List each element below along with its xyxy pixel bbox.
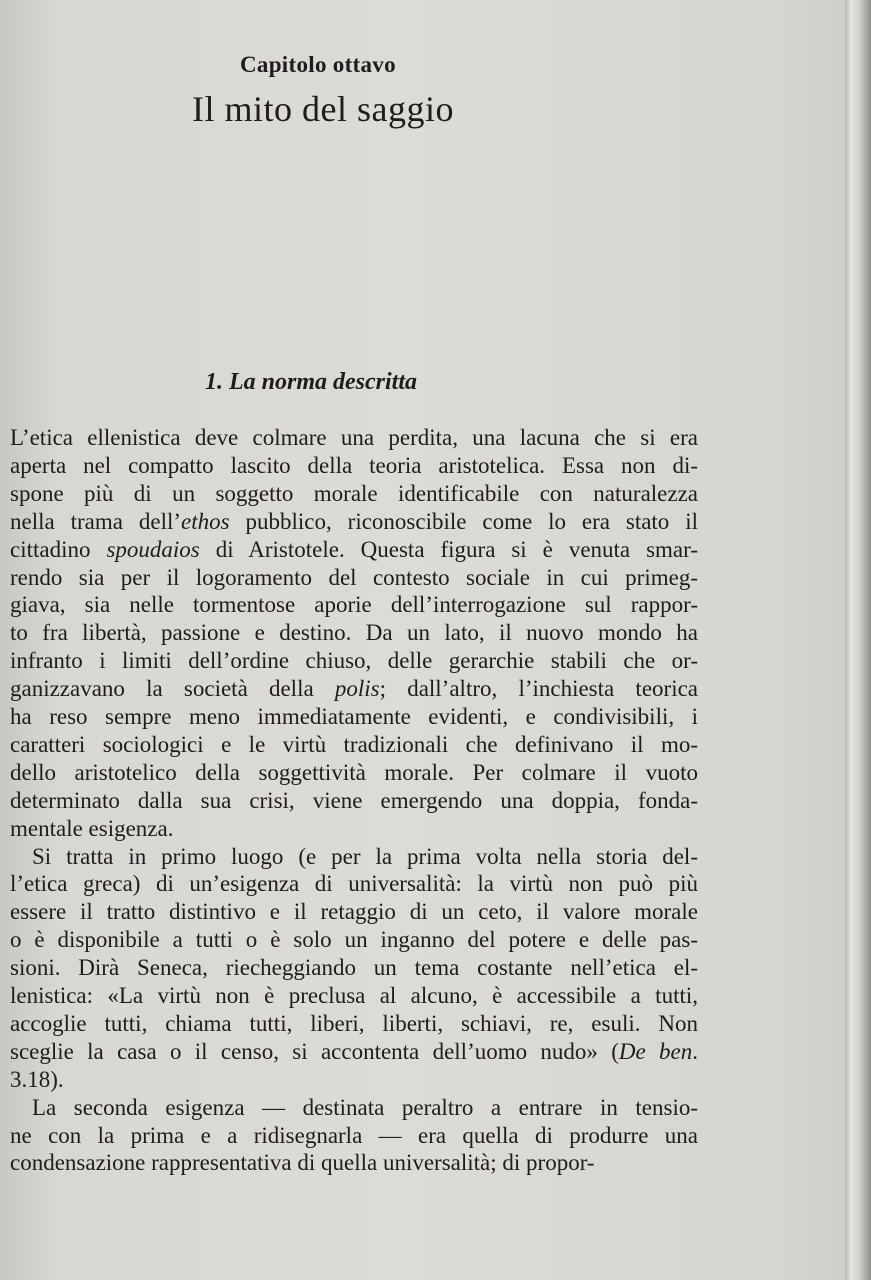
text-segment: o è disponibile a tutti o è solo un inganno del potere e delle pas- bbox=[10, 927, 698, 953]
text-line bbox=[10, 1038, 698, 1066]
text-line bbox=[10, 508, 698, 536]
text-line bbox=[10, 536, 698, 564]
text-line bbox=[10, 647, 698, 675]
italic-term: polis bbox=[334, 676, 380, 702]
text-line bbox=[10, 787, 698, 815]
text-line bbox=[10, 954, 698, 982]
text-line bbox=[10, 759, 698, 787]
text-line bbox=[10, 1094, 698, 1122]
text-line bbox=[10, 619, 698, 647]
text-segment: ne con la prima e a ridisegnarla — era quella di produrre una bbox=[10, 1122, 698, 1148]
text-segment: determinato dalla sua crisi, viene emergendo una doppia, fonda- bbox=[10, 787, 698, 813]
text-segment: L’etica ellenistica deve colmare una perdita, una lacuna che si era bbox=[10, 425, 698, 450]
italic-term: De ben bbox=[618, 1038, 693, 1064]
text-segment: giava, sia nelle tormentose aporie dell’interrogazione sul rappor- bbox=[10, 592, 698, 618]
text-segment: condensazione rappresentativa di quella universalità; di propor- bbox=[10, 1150, 595, 1176]
text-segment: 3.18). bbox=[10, 1066, 64, 1092]
text-segment: caratteri sociologici e le virtù tradizionali che definivano il mo- bbox=[10, 731, 698, 757]
book-page-edge bbox=[845, 0, 871, 1280]
text-segment: cittadino bbox=[10, 536, 107, 562]
text-line bbox=[10, 591, 698, 619]
text-segment: spone più di un soggetto morale identificabile con naturalezza bbox=[10, 480, 698, 506]
text-segment: mentale esigenza. bbox=[10, 815, 174, 841]
text-segment: infranto i limiti dell’ordine chiuso, delle gerarchie stabili che or- bbox=[10, 648, 698, 674]
text-segment: to fra libertà, passione e destino. Da un lato, il nuovo mondo ha bbox=[10, 620, 698, 646]
text-segment: di Aristotele. Questa figura si è venuta smar- bbox=[199, 536, 698, 562]
text-line bbox=[10, 1010, 698, 1038]
text-segment: sioni. Dirà Seneca, riecheggiando un tema costante nell’etica el- bbox=[10, 955, 698, 981]
text-segment: ; dall’altro, l’inchiesta teorica bbox=[379, 676, 698, 702]
text-segment: La seconda esigenza — destinata peraltro a entrare in tensio- bbox=[32, 1094, 698, 1120]
text-line bbox=[10, 870, 698, 898]
text-segment: . bbox=[692, 1038, 698, 1064]
text-segment: essere il tratto distintivo e il retaggio di un ceto, il valore morale bbox=[10, 899, 698, 925]
text-segment: sceglie la casa o il censo, si accontenta dell’uomo nudo» ( bbox=[10, 1038, 619, 1064]
text-segment: ganizzavano la società della bbox=[10, 676, 335, 702]
text-segment: aperta nel compatto lascito della teoria aristotelica. Essa non di- bbox=[10, 452, 698, 478]
text-segment: accoglie tutti, chiama tutti, liberi, liberti, schiavi, re, esuli. Non bbox=[10, 1010, 698, 1036]
italic-term: spoudaios bbox=[106, 536, 200, 562]
text-line bbox=[10, 1149, 698, 1177]
text-line bbox=[10, 480, 698, 508]
text-segment: lenistica: «La virtù non è preclusa al alcuno, è accessibile a tutti, bbox=[10, 983, 698, 1008]
text-line bbox=[10, 703, 698, 731]
text-line bbox=[10, 926, 698, 954]
text-segment: nella trama dell’ bbox=[10, 508, 182, 534]
chapter-title: Il mito del saggio bbox=[192, 89, 454, 129]
text-line bbox=[10, 1122, 698, 1150]
text-line bbox=[10, 564, 698, 592]
text-segment: pubblico, riconoscibile come lo era stato il bbox=[229, 508, 699, 534]
section-heading: 1. La norma descritta bbox=[205, 369, 418, 395]
text-line bbox=[10, 452, 698, 480]
text-line bbox=[10, 815, 698, 843]
text-line bbox=[10, 982, 698, 1010]
text-segment: rendo sia per il logoramento del contesto sociale in cui primeg- bbox=[10, 564, 698, 590]
text-line bbox=[10, 675, 698, 703]
text-segment: dello aristotelico della soggettività morale. Per colmare il vuoto bbox=[10, 759, 698, 785]
text-line bbox=[10, 1066, 698, 1094]
text-line bbox=[10, 843, 698, 871]
text-line bbox=[10, 731, 698, 759]
text-line bbox=[10, 424, 698, 452]
text-segment: ha reso sempre meno immediatamente evidenti, e condivisibili, i bbox=[10, 704, 698, 729]
italic-term: ethos bbox=[181, 508, 230, 534]
text-line bbox=[10, 898, 698, 926]
chapter-label: Capitolo ottavo bbox=[240, 52, 396, 77]
text-segment: Si tratta in primo luogo (e per la prima volta nella storia del- bbox=[32, 843, 698, 869]
text-segment: l’etica greca) di un’esigenza di universalità: la virtù non può più bbox=[10, 871, 698, 897]
